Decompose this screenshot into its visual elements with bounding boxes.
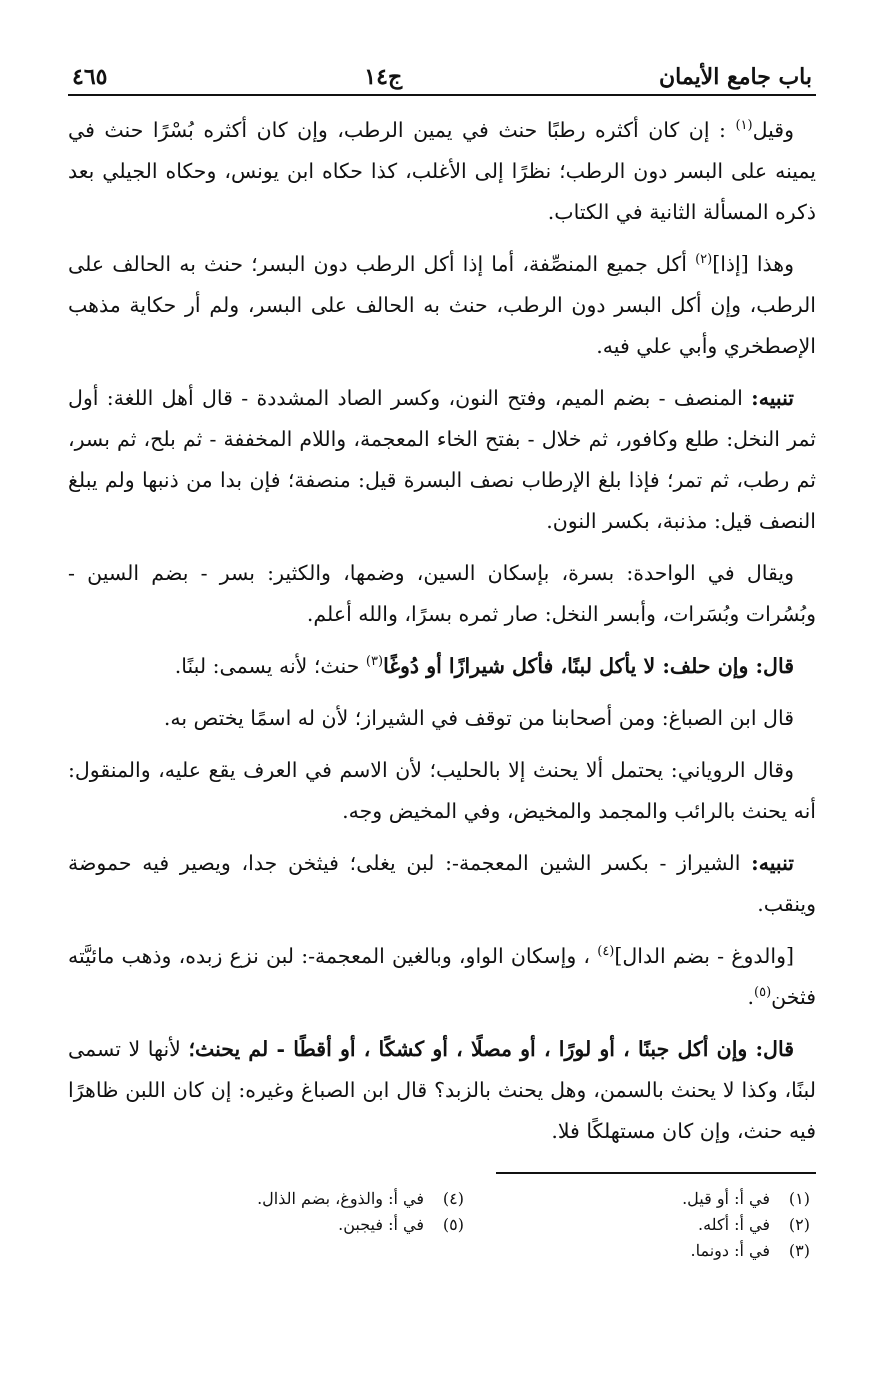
- paragraph-text: وهذا [إذا]: [712, 252, 795, 276]
- paragraph-text: لأنها لا تسمى لبنًا، وكذا لا يحنث بالسمن، وهل يحنث بالزبد؟ قال ابن الصباغ وغيره: إن كان اللبن ظاهرًا فيه حنث، وإن كان مستهلكًا فلا.: [68, 1037, 816, 1143]
- footnote-ref: (٥): [754, 985, 772, 1001]
- footnote-ref: (٣): [365, 654, 384, 670]
- footnote-number: (٤): [442, 1189, 464, 1208]
- footnotes-left-column: [124, 1186, 470, 1264]
- paragraph-text: ، وإسكان الواو، وبالغين المعجمة-: لبن نزع زبده، وذهب مائيَّته فثخن: [68, 944, 816, 1009]
- paragraph: [68, 1029, 816, 1152]
- footnote-ref: (١): [735, 118, 753, 134]
- bold-lead-text: تنبيه:: [751, 386, 794, 410]
- paragraph: [68, 553, 816, 635]
- chapter-title: باب جامع الأيمان: [658, 64, 812, 90]
- paragraph: [68, 244, 816, 367]
- footnotes-right-column: [470, 1186, 816, 1264]
- paragraph-text: وقال الروياني: يحتمل ألا يحنث إلا بالحليب؛ لأن الاسم في العرف يقع عليه، والمنقول: أنه يحنث بالرائب والمجمد والمخيض، وفي المخيض وجه.: [68, 758, 816, 823]
- footnote: [124, 1212, 464, 1238]
- footnote-divider: [496, 1172, 816, 1174]
- footnote-text: في أ: فيجبن.: [338, 1215, 424, 1234]
- volume-label: ج١٤: [364, 64, 403, 90]
- paragraph: [68, 750, 816, 832]
- bold-lead-text: قال: وإن حلف: لا يأكل لبنًا، فأكل شيرازًا أو دُوغًا: [383, 654, 794, 678]
- paragraph: [68, 110, 816, 233]
- footnote-ref: (٢): [695, 252, 713, 268]
- footnote-number: (٢): [788, 1215, 810, 1234]
- footnotes: [68, 1186, 816, 1264]
- paragraph: [68, 378, 816, 542]
- footnote-text: في أ: دونما.: [690, 1241, 770, 1260]
- paragraph-text: المنصف - بضم الميم، وفتح النون، وكسر الصاد المشددة - قال أهل اللغة: أول ثمر النخل: طلع وكافور، ثم خلال - بفتح الخاء المعجمة، واللام المخففة - ثم بلح، ثم بسر، ثم رطب، ثم تمر؛ فإذا بلغ الإرطاب نصف البسرة قيل: منصفة؛ فإن بدا من ذنبها ولم يبلغ النصف قيل: مذنبة، بكسر النون.: [68, 386, 816, 533]
- footnote: [470, 1186, 810, 1212]
- footnote: [124, 1186, 464, 1212]
- paragraph-text: .: [747, 985, 755, 1009]
- footnote-number: (٣): [788, 1241, 810, 1260]
- footnote-text: في أ: أكله.: [697, 1215, 770, 1234]
- paragraph: [68, 936, 816, 1018]
- paragraph-text: أكل جميع المنصِّفة، أما إذا أكل الرطب دون البسر؛ حنث به الحالف على الرطب، وإن أكل البسر دون الرطب، حنث به الحالف على البسر، ولم أر حكاية مذهب الإصطخري وأبي علي فيه.: [68, 252, 816, 358]
- paragraph: [68, 698, 816, 739]
- paragraph-text: ويقال في الواحدة: بسرة، بإسكان السين، وضمها، والكثير: بسر - بضم السين - وبُسُرات وبُسَرات، وأبسر النخل: صار ثمره بسرًا، والله أعلم.: [68, 561, 816, 626]
- bold-lead-text: تنبيه:: [751, 851, 794, 875]
- footnote-ref: (٤): [597, 944, 615, 960]
- paragraph-text: حنث؛ لأنه يسمى: لبنًا.: [174, 654, 366, 678]
- paragraph-text: [والدوغ - بضم الدال]: [614, 944, 794, 968]
- body-text: [68, 110, 816, 1152]
- page-number: ٤٦٥: [72, 64, 108, 90]
- page-header: [68, 48, 816, 90]
- footnote-number: (٥): [442, 1215, 464, 1234]
- book-page: [68, 48, 816, 1264]
- footnote: [470, 1238, 810, 1264]
- header-divider: [68, 94, 816, 96]
- bold-lead-text: قال: وإن أكل جبنًا ، أو لورًا ، أو مصلًا ، أو كشكًا ، أو أقطًا - لم يحنث؛: [188, 1037, 794, 1061]
- footnote-text: في أ: والذوغ، بضم الذال.: [257, 1189, 424, 1208]
- paragraph-text: : إن كان أكثره رطبًا حنث في يمين الرطب، وإن كان أكثره بُسْرًا حنث في يمينه على البسر دون الرطب؛ نظرًا إلى الأغلب، كذا حكاه ابن يونس، وحكاه الجيلي بعد ذكره المسألة الثانية في الكتاب.: [68, 118, 816, 224]
- footnote: [470, 1212, 810, 1238]
- footnote-number: (١): [788, 1189, 810, 1208]
- paragraph: [68, 843, 816, 925]
- footnote-text: في أ: أو قيل.: [682, 1189, 770, 1208]
- paragraph-text: الشيراز - بكسر الشين المعجمة-: لبن يغلى؛ فيثخن جدا، ويصير فيه حموضة وينقب.: [68, 851, 816, 916]
- paragraph-text: قال ابن الصباغ: ومن أصحابنا من توقف في الشيراز؛ لأن له اسمًا يختص به.: [163, 706, 794, 730]
- paragraph: [68, 646, 816, 687]
- paragraph-text: وقيل: [752, 118, 794, 142]
